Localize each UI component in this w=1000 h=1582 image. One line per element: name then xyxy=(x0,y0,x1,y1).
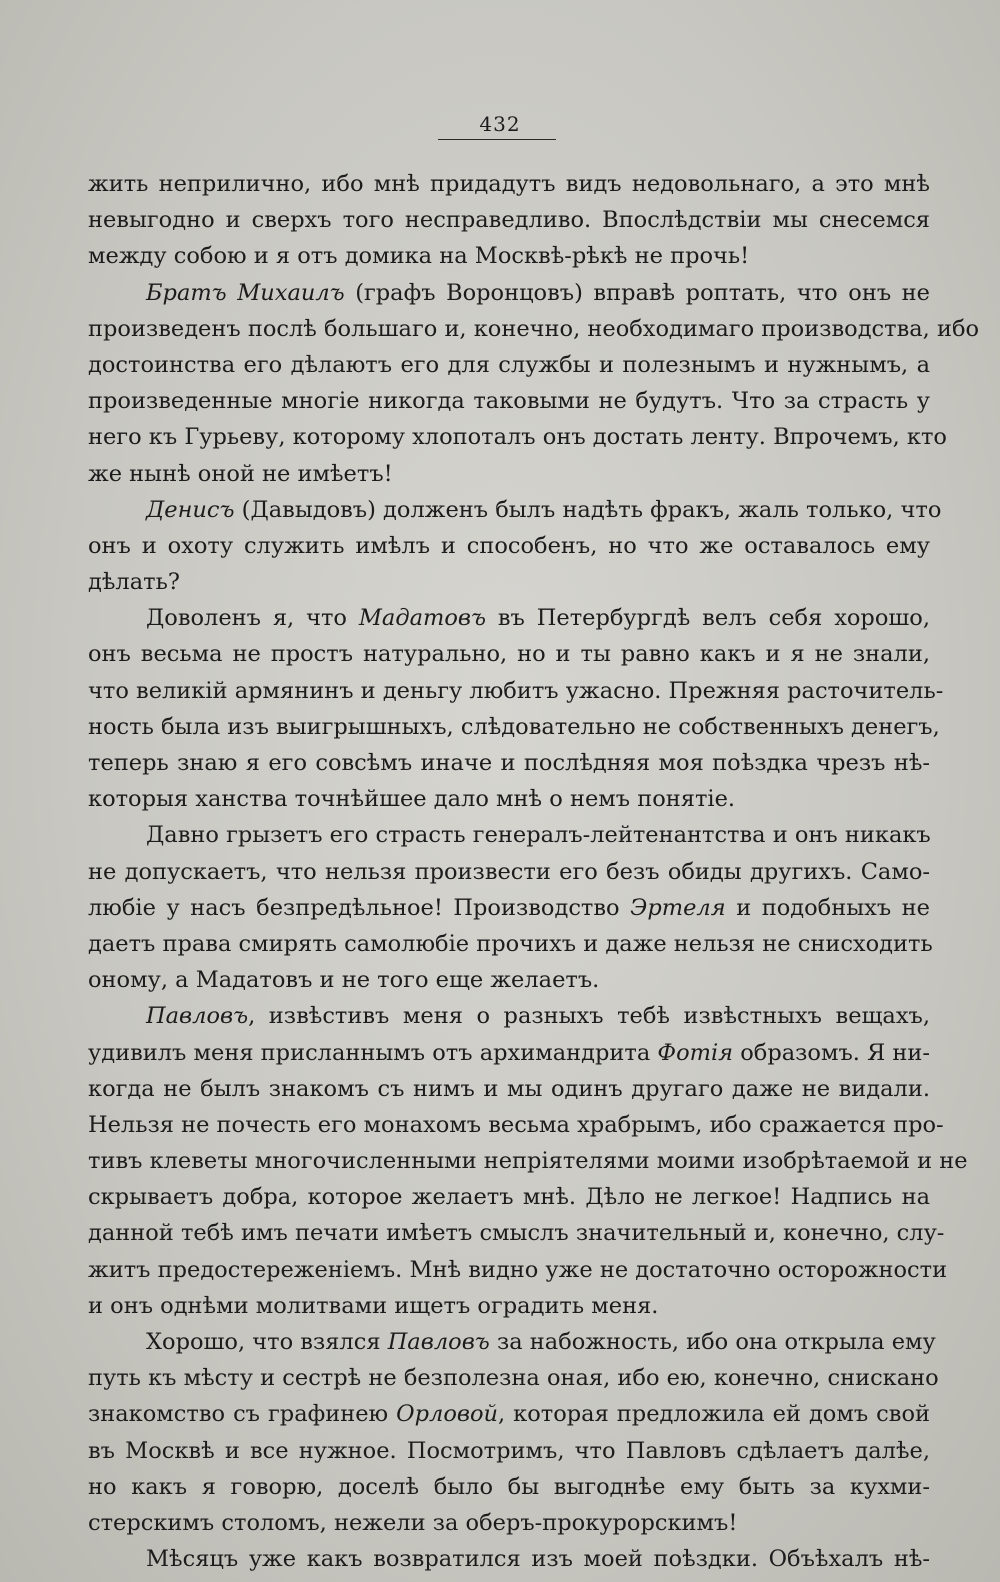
text-line xyxy=(88,1288,930,1324)
header-rule xyxy=(438,139,556,140)
paragraph xyxy=(88,166,930,275)
text-segment: невыгодно и сверхъ того несправедливо. Впослѣдствіи мы снесемся xyxy=(88,207,930,234)
text-line xyxy=(88,564,930,600)
text-segment: скрываетъ добра, которое желаетъ мнѣ. Дѣло не легкое! Надпись на xyxy=(88,1184,930,1211)
paragraph xyxy=(88,1324,939,1541)
italic-name: Братъ Михаилъ xyxy=(146,279,345,306)
text-line xyxy=(88,419,947,455)
text-line xyxy=(88,1396,930,1432)
text-line xyxy=(88,311,980,347)
italic-name: Эртеля xyxy=(630,894,726,921)
text-line xyxy=(88,745,930,781)
text-segment: оному, а Мадатовъ и не того еще желаетъ. xyxy=(88,967,600,994)
text-line xyxy=(88,1143,968,1179)
text-line xyxy=(88,1324,936,1360)
text-line xyxy=(88,709,940,745)
text-segment: знакомство съ графинею xyxy=(88,1401,397,1428)
text-segment: которыя ханства точнѣйшее дало мнѣ о немъ понятіе. xyxy=(88,786,736,813)
text-segment: ность была изъ выигрышныхъ, слѣдовательно не собственныхъ денегъ, xyxy=(88,713,940,740)
text-line xyxy=(88,347,930,383)
text-segment: теперь знаю я его совсѣмъ иначе и послѣдняя моя поѣздка чрезъ нѣ- xyxy=(88,750,930,776)
text-line xyxy=(88,492,942,528)
text-line xyxy=(88,926,933,962)
italic-name: Мадатовъ xyxy=(358,605,486,632)
text-line xyxy=(88,1469,930,1505)
text-segment: любіе у насъ безпредѣльное! Производство xyxy=(88,894,631,921)
text-line xyxy=(88,383,930,419)
body-text xyxy=(88,166,980,1577)
text-segment: даетъ права смирять самолюбіе прочихъ и даже нельзя не снисходить xyxy=(88,930,933,957)
text-segment: онъ весьма не простъ натурально, но и ты равно какъ и я не знали, xyxy=(88,641,930,668)
text-segment: достоинства его дѣлаютъ его для службы и полезнымъ и нужнымъ, а xyxy=(88,351,930,378)
text-segment: въ Москвѣ и все нужное. Посмотримъ, что Павловъ сдѣлаетъ далѣе, xyxy=(88,1437,930,1464)
text-segment: , извѣстивъ меня о разныхъ тебѣ извѣстныхъ вещахъ, xyxy=(248,1003,930,1030)
text-line xyxy=(88,1505,930,1541)
text-segment: между собою и я отъ домика на Москвѣ-рѣкѣ не прочь! xyxy=(88,243,750,270)
text-segment: же нынѣ оной не имѣетъ! xyxy=(88,460,393,487)
italic-name: Орловой xyxy=(396,1401,498,1428)
text-segment: дѣлать? xyxy=(88,569,180,596)
text-line xyxy=(88,673,944,709)
text-segment: (Давыдовъ) долженъ былъ надѣть фракъ, жаль только, что xyxy=(234,496,942,523)
text-line xyxy=(88,636,930,672)
text-segment: Нельзя не почесть его монахомъ весьма храбрымъ, ибо сражается про- xyxy=(88,1111,944,1138)
text-segment: за набожность, ибо она открыла ему xyxy=(489,1329,936,1355)
text-line xyxy=(88,890,930,926)
text-line xyxy=(88,1360,939,1396)
text-segment: и онъ однѣми молитвами ищетъ оградить меня. xyxy=(88,1292,659,1319)
paragraph xyxy=(88,275,980,492)
paragraph xyxy=(88,998,968,1324)
text-line xyxy=(88,1215,945,1251)
text-line xyxy=(88,1071,930,1107)
text-segment: Хорошо, что взялся xyxy=(146,1329,388,1355)
italic-name: Фотія xyxy=(657,1039,734,1066)
text-segment: въ Петербургдѣ велъ себя хорошо, xyxy=(485,605,930,632)
text-segment: тивъ клеветы многочисленными непріятелями моими изобрѣтаемой и не xyxy=(88,1148,968,1175)
text-line xyxy=(88,202,930,238)
text-segment: Мѣсяцъ уже какъ возвратился изъ моей поѣздки. Объѣхалъ нѣ- xyxy=(146,1546,930,1573)
text-segment: стерскимъ столомъ, нежели за оберъ-прокурорскимъ! xyxy=(88,1509,738,1536)
text-segment: но какъ я говорю, доселѣ было бы выгоднѣе ему быть за кухми- xyxy=(88,1473,930,1500)
text-line xyxy=(88,962,930,998)
text-segment: (графъ Воронцовъ) вправѣ роптать, что онъ не xyxy=(344,279,930,306)
paragraph xyxy=(88,600,944,817)
text-line xyxy=(88,817,930,853)
italic-name: Павловъ xyxy=(387,1329,490,1355)
paragraph xyxy=(88,1541,930,1577)
text-line xyxy=(88,1107,944,1143)
text-segment: него къ Гурьеву, которому хлопоталъ онъ достать ленту. Впрочемъ, кто xyxy=(88,424,947,451)
text-segment: не допускаетъ, что нельзя произвести его безъ обиды другихъ. Само- xyxy=(88,858,930,885)
text-line xyxy=(88,1035,930,1071)
text-line xyxy=(88,1433,930,1469)
text-segment: данной тебѣ имъ печати имѣетъ смыслъ значительный и, конечно, слу- xyxy=(88,1220,945,1247)
text-line xyxy=(88,600,930,636)
text-line xyxy=(88,1179,930,1215)
paragraph xyxy=(88,492,942,601)
text-line xyxy=(88,456,930,492)
text-line xyxy=(88,1252,948,1288)
text-segment: житъ предостереженіемъ. Мнѣ видно уже не достаточно осторожности xyxy=(88,1256,948,1283)
italic-name: Денисъ xyxy=(146,496,235,523)
text-segment: Доволенъ я, что xyxy=(146,605,359,632)
text-line xyxy=(88,528,930,564)
text-segment: жить неприлично, ибо мнѣ придадутъ видъ недовольнаго, а это мнѣ xyxy=(88,171,930,197)
italic-name: Павловъ xyxy=(146,1003,249,1030)
text-segment: путь къ мѣсту и сестрѣ не безполезна оная, ибо ею, конечно, снискано xyxy=(88,1365,939,1392)
text-line xyxy=(88,998,930,1034)
text-segment: и подобныхъ не xyxy=(725,894,930,921)
text-segment: Давно грызетъ его страсть генералъ-лейтенантства и онъ никакъ xyxy=(146,822,931,849)
text-line xyxy=(88,275,930,311)
text-segment: когда не былъ знакомъ съ нимъ и мы одинъ другаго даже не видали. xyxy=(88,1075,930,1102)
text-segment: образомъ. Я ни- xyxy=(733,1039,931,1066)
text-line xyxy=(88,238,930,274)
text-line xyxy=(88,1541,930,1577)
text-segment: произведенъ послѣ большаго и, конечно, необходимаго производства, ибо xyxy=(88,315,980,342)
text-segment: удивилъ меня присланнымъ отъ архимандрита xyxy=(88,1039,658,1066)
text-segment: что великій армянинъ и деньгу любитъ ужасно. Прежняя расточитель- xyxy=(88,677,944,704)
text-segment: онъ и охоту служить имѣлъ и способенъ, но что же оставалось ему xyxy=(88,532,930,559)
page-number: 432 xyxy=(479,112,521,136)
text-segment: произведенные многіе никогда таковыми не будутъ. Что за страсть у xyxy=(88,388,930,415)
text-line xyxy=(88,854,930,890)
text-segment: , которая предложила ей домъ свой xyxy=(498,1401,930,1428)
text-line xyxy=(88,781,930,817)
paragraph xyxy=(88,817,933,998)
text-line xyxy=(88,166,930,202)
